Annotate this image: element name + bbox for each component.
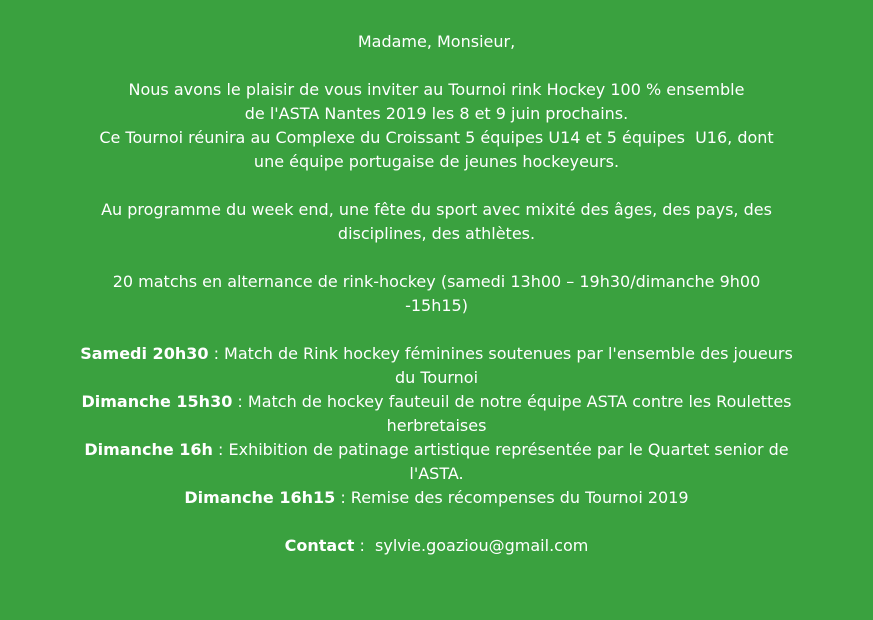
salutation: Madame, Monsieur, (357, 32, 516, 51)
event-sunday-16h15 (0, 486, 873, 510)
contact-email-link[interactable]: sylvie.goaziou@gmail.com (375, 536, 589, 555)
intro-line: Nous avons le plaisir de vous inviter au Tournoi rink Hockey 100 % ensemble (128, 80, 745, 99)
spacer (0, 54, 873, 78)
event-description: : Remise des récompenses du Tournoi 2019 (335, 488, 689, 507)
matches-line: 20 matchs en alternance de rink-hockey (samedi 13h00 – 19h30/dimanche 9h00 (112, 272, 761, 291)
matches-line: -15h15) (405, 296, 468, 315)
contact-line (0, 534, 873, 558)
program-line: Au programme du week end, une fête du sport avec mixité des âges, des pays, des (101, 200, 772, 219)
event-description: : Match de hockey fauteuil de notre équipe ASTA contre les Roulettes (232, 392, 792, 411)
event-description: : Exhibition de patinage artistique représentée par le Quartet senior de (212, 440, 789, 459)
event-description-continued: herbretaises (386, 416, 487, 435)
event-time: Samedi 20h30 (80, 344, 209, 363)
contact-separator: : (354, 536, 376, 555)
event-time: Dimanche 16h (84, 440, 213, 459)
spacer (0, 246, 873, 270)
event-saturday-2030 (0, 342, 873, 366)
event-time: Dimanche 15h30 (81, 392, 233, 411)
contact-label: Contact (284, 536, 355, 555)
intro-line: une équipe portugaise de jeunes hockeyeurs. (253, 152, 620, 171)
program-line: disciplines, des athlètes. (337, 224, 536, 243)
event-description-continued: l'ASTA. (409, 464, 464, 483)
intro-line: de l'ASTA Nantes 2019 les 8 et 9 juin prochains. (244, 104, 629, 123)
spacer (0, 510, 873, 534)
event-description-continued: du Tournoi (394, 368, 479, 387)
event-sunday-1530 (0, 390, 873, 414)
spacer (0, 174, 873, 198)
event-description: : Match de Rink hockey féminines soutenues par l'ensemble des joueurs (208, 344, 793, 363)
spacer (0, 318, 873, 342)
event-time: Dimanche 16h15 (184, 488, 336, 507)
intro-line: Ce Tournoi réunira au Complexe du Croissant 5 équipes U14 et 5 équipes U16, dont (99, 128, 774, 147)
event-sunday-16h (0, 438, 873, 462)
